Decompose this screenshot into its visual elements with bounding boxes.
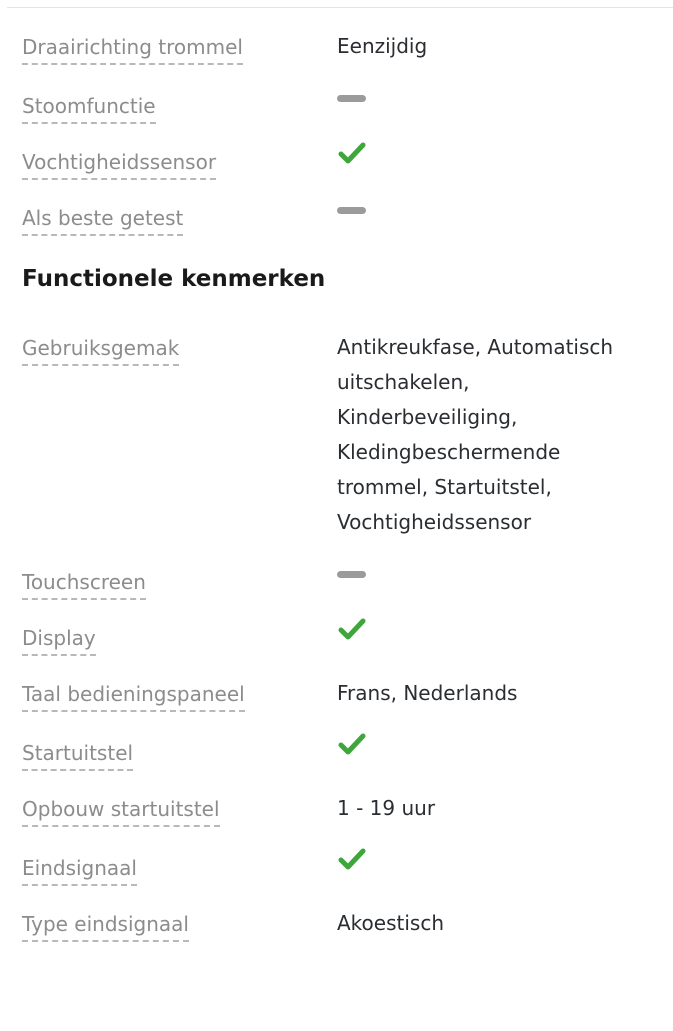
spec-row [22,92,653,120]
spec-label-cell [22,624,337,652]
check-icon [337,732,367,757]
dash-icon [337,571,366,578]
spec-label-cell [22,739,337,767]
spec-label-draairichting-trommel[interactable]: Draairichting trommel [22,35,243,65]
spec-label-eindsignaal[interactable]: Eindsignaal [22,856,137,886]
spec-row [22,204,653,232]
section-heading-functionele-kenmerken: Functionele kenmerken [22,266,326,292]
spec-label-cell [22,910,337,938]
check-icon [337,847,367,872]
spec-label-startuitstel[interactable]: Startuitstel [22,741,133,771]
spec-value: Antikreukfase, Automatisch uitschakelen, Kinderbeveiliging, Kledingbeschermende trommel, Startuitstel, Vochtigheidssensor [337,335,614,534]
check-icon [337,617,367,642]
spec-row [22,680,653,711]
spec-label-opbouw-startuitstel[interactable]: Opbouw startuitstel [22,797,220,827]
spec-row [22,568,653,596]
spec-label-cell [22,204,337,232]
spec-row [22,334,653,540]
spec-label-touchscreen[interactable]: Touchscreen [22,570,146,600]
check-icon [337,141,367,166]
spec-label-cell [22,680,337,708]
spec-value [337,200,637,214]
spec-label-cell [22,148,337,176]
spec-label-als-beste-getest[interactable]: Als beste getest [22,206,183,236]
spec-row [22,148,653,176]
spec-label-cell [22,854,337,882]
dash-icon [337,95,366,102]
spec-label-display[interactable]: Display [22,626,96,656]
spec-value [337,144,637,166]
spec-value: Frans, Nederlands [337,681,518,705]
spec-label-cell [22,795,337,823]
spec-row [22,854,653,882]
spec-row [22,33,653,64]
spec-value: 1 - 19 uur [337,796,436,820]
spec-value: Eenzijdig [337,34,428,58]
spec-label-cell [22,33,337,61]
spec-label-cell [22,568,337,596]
spec-label-stoomfunctie[interactable]: Stoomfunctie [22,94,156,124]
spec-label-taal-bedieningspaneel[interactable]: Taal bedieningspaneel [22,682,245,712]
spec-label-type-eindsignaal[interactable]: Type eindsignaal [22,912,189,942]
spec-label-gebruiksgemak[interactable]: Gebruiksgemak [22,336,179,366]
spec-value [337,735,637,757]
dash-icon [337,207,366,214]
spec-label-cell [22,92,337,120]
product-spec-table [0,8,673,941]
spec-value: Akoestisch [337,911,445,935]
spec-row [22,739,653,767]
spec-value [337,88,637,102]
spec-row [22,795,653,826]
spec-value [337,564,637,578]
spec-label-cell [22,334,337,362]
spec-value [337,850,637,872]
spec-label-vochtigheidssensor[interactable]: Vochtigheidssensor [22,150,216,180]
spec-row [22,624,653,652]
spec-value [337,620,637,642]
spec-row [22,910,653,941]
